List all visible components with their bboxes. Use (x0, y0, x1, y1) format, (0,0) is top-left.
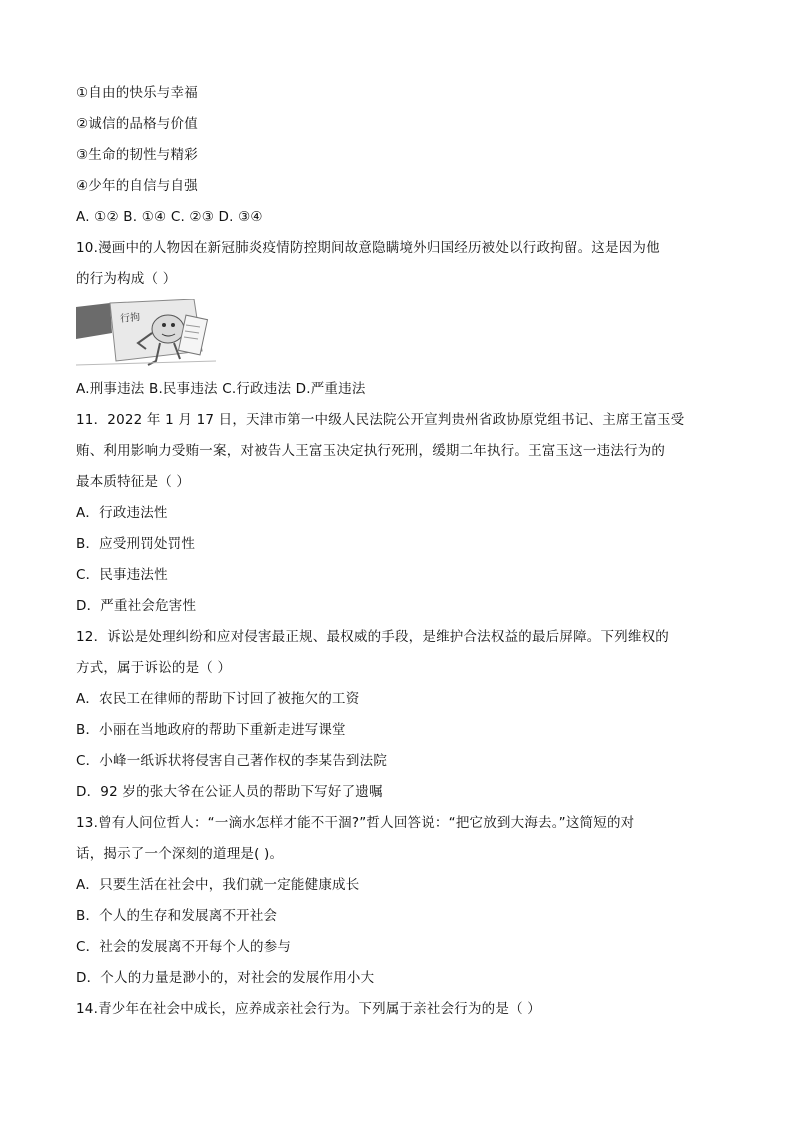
q11-option-c: C．民事违法性 (76, 567, 168, 583)
q13-option-a: A．只要生活在社会中，我们就一定能健康成长 (76, 877, 360, 893)
q12-stem-line-2: 方式，属于诉讼的是（ ） (76, 660, 232, 676)
q13-option-b: B．个人的生存和发展离不开社会 (76, 908, 278, 924)
q9-answer-choices: A. ①② B. ①④ C. ②③ D. ③④ (76, 209, 263, 225)
q9-option-2: ②诚信的品格与价值 (76, 116, 198, 132)
q13-option-c: C．社会的发展离不开每个人的参与 (76, 939, 292, 955)
q9-option-1: ①自由的快乐与幸福 (76, 85, 198, 101)
q11-option-d: D．严重社会危害性 (76, 598, 197, 614)
q13-stem-line-2: 话，揭示了一个深刻的道理是( )。 (76, 846, 284, 862)
q11-stem-line-2: 贿、利用影响力受贿一案，对被告人王富玉决定执行死刑，缓期二年执行。王富玉这一违法行为的 (76, 443, 666, 459)
q11-stem-line-1: 11．2022 年 1 月 17 日，天津市第一中级人民法院公开宣判贵州省政协原党组书记、主席王富玉受 (76, 412, 685, 428)
q12-stem-line-1: 12．诉讼是处理纠纷和应对侵害最正规、最权威的手段，是维护合法权益的最后屏障。下列维权的 (76, 629, 669, 645)
q9-option-4: ④少年的自信与自强 (76, 178, 198, 194)
q10-stem-line-1: 10.漫画中的人物因在新冠肺炎疫情防控期间故意隐瞒境外归国经历被处以行政拘留。这是因为他 (76, 240, 660, 256)
q13-stem-line-1: 13.曾有人问位哲人：“一滴水怎样才能不干涸?”哲人回答说：“把它放到大海去。”这简短的对 (76, 815, 635, 831)
cartoon-label: 行拘 (119, 311, 141, 326)
q13-option-d: D．个人的力量是渺小的，对社会的发展作用小大 (76, 970, 375, 986)
q12-option-c: C．小峰一纸诉状将侵害自己著作权的李某告到法院 (76, 753, 388, 769)
q12-option-a: A．农民工在律师的帮助下讨回了被拖欠的工资 (76, 691, 360, 707)
exam-page (76, 78, 726, 1025)
q10-stem-line-2: 的行为构成（ ） (76, 271, 177, 287)
q10-answer-choices: A.刑事违法 B.民事违法 C.行政违法 D.严重违法 (76, 381, 366, 397)
q9-option-3: ③生命的韧性与精彩 (76, 147, 198, 163)
q12-option-b: B．小丽在当地政府的帮助下重新走进写课堂 (76, 722, 346, 738)
q11-stem-line-3: 最本质特征是（ ） (76, 474, 191, 490)
q10-cartoon-image (76, 299, 216, 371)
q11-option-b: B．应受刑罚处罚性 (76, 536, 196, 552)
cartoon-illustration (76, 299, 216, 371)
q14-stem-line-1: 14.青少年在社会中成长，应养成亲社会行为。下列属于亲社会行为的是（ ） (76, 1001, 541, 1017)
q11-option-a: A．行政违法性 (76, 505, 168, 521)
q12-option-d: D．92 岁的张大爷在公证人员的帮助下写好了遗嘱 (76, 784, 383, 800)
